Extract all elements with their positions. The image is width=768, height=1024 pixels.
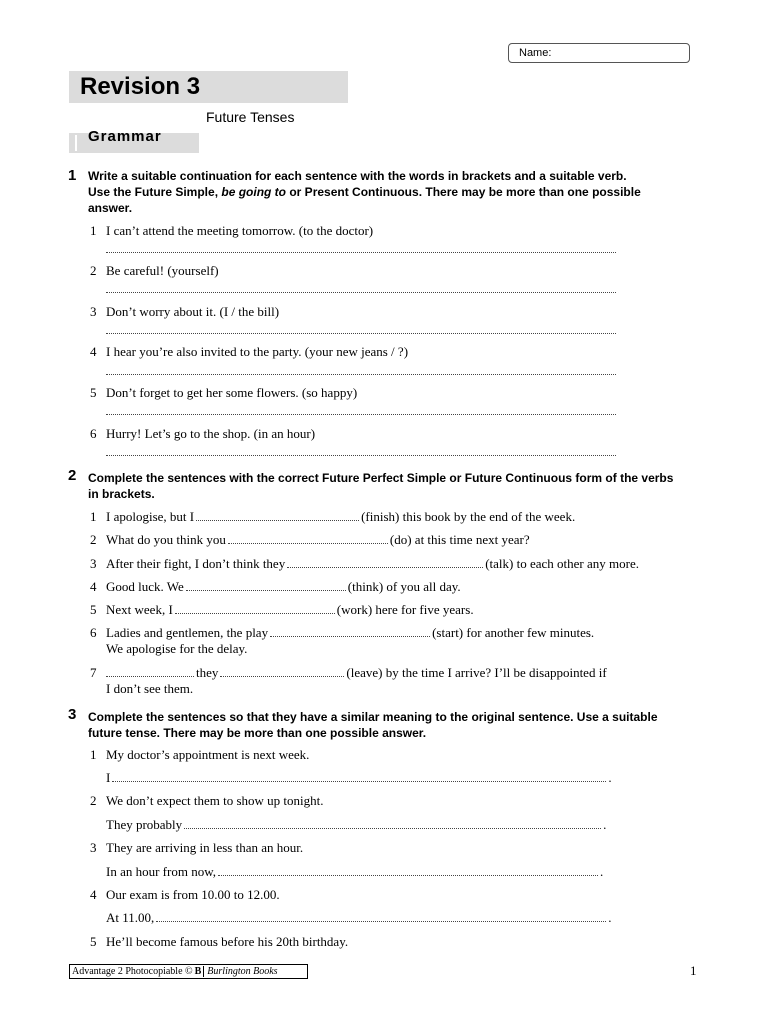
ex1-item-text: Be careful! (yourself) (106, 263, 219, 278)
instruction-line: answer. (88, 201, 133, 215)
answer-line[interactable] (106, 252, 616, 253)
instruction-line: Complete the sentences with the correct Future Perfect Simple or Future Continuous form of the verbs (88, 471, 674, 485)
ex3-rewrite-line: They probably . (106, 817, 607, 832)
ex3-item-text: We don’t expect them to show up tonight. (106, 793, 324, 808)
answer-blank[interactable] (175, 603, 335, 614)
ex3-item-number: 5 (90, 934, 97, 949)
ex1-item-number: 5 (90, 385, 97, 400)
ex3-item-text: Our exam is from 10.00 to 12.00. (106, 887, 280, 902)
answer-line[interactable] (106, 455, 616, 456)
answer-blank[interactable] (220, 666, 344, 677)
section-title: Grammar (88, 128, 162, 145)
answer-blank[interactable] (228, 533, 388, 544)
ex2-item-number: 2 (90, 532, 97, 547)
answer-blank[interactable] (287, 557, 483, 568)
page-subtitle: Future Tenses (206, 109, 295, 125)
ex2-item-number: 3 (90, 556, 97, 571)
ex2-item-text: I apologise, but I (finish) this book by the end of the week. (106, 509, 576, 524)
ex2-item-text-cont: We apologise for the delay. (106, 641, 248, 656)
ex2-item-number: 4 (90, 579, 97, 594)
footer-credit (69, 964, 308, 979)
ex1-item-text: I can’t attend the meeting tomorrow. (to the doctor) (106, 223, 374, 238)
answer-blank[interactable] (106, 666, 194, 677)
answer-blank[interactable] (184, 818, 601, 829)
ex2-item-text: What do you think you (do) at this time next year? (106, 532, 530, 547)
ex1-item-number: 4 (90, 344, 97, 359)
exercise-2-instructions (88, 470, 718, 502)
ex2-item-text: After their fight, I don’t think they (talk) to each other any more. (106, 556, 639, 571)
ex1-item-number: 6 (90, 426, 97, 441)
page-title: Revision 3 (80, 73, 201, 100)
instruction-line: future tense. There may be more than one possible answer. (88, 726, 427, 740)
ex1-item-text: I hear you’re also invited to the party. (your new jeans / ?) (106, 344, 409, 359)
burlington-logo: B (194, 966, 202, 977)
answer-blank[interactable] (270, 626, 430, 637)
answer-blank[interactable] (156, 911, 606, 922)
answer-line[interactable] (106, 292, 616, 293)
answer-blank[interactable] (186, 580, 346, 591)
answer-line[interactable] (106, 414, 616, 415)
footer-copyright: Advantage 2 Photocopiable © (72, 966, 193, 977)
ex3-item-number: 3 (90, 840, 97, 855)
answer-blank[interactable] (218, 865, 598, 876)
ex1-item-number: 3 (90, 304, 97, 319)
ex3-item-number: 1 (90, 747, 97, 762)
ex2-item-number: 6 (90, 625, 97, 640)
ex2-item-number: 5 (90, 602, 97, 617)
ex1-item-text: Don’t worry about it. (I / the bill) (106, 304, 280, 319)
footer-publisher: Burlington Books (203, 966, 277, 977)
exercise-3-instructions (88, 709, 718, 741)
answer-blank[interactable] (112, 771, 606, 782)
ex2-item-text-cont: I don’t see them. (106, 681, 194, 696)
page-number: 1 (690, 963, 697, 978)
ex3-rewrite-line: I . (106, 770, 612, 785)
ex1-item-number: 1 (90, 223, 97, 238)
ex2-item-number: 7 (90, 665, 97, 680)
name-field[interactable] (508, 43, 690, 63)
ex2-item-text: they (leave) by the time I arrive? I’ll be disappointed if (106, 665, 607, 681)
ex3-item-text: He’ll become famous before his 20th birthday. (106, 934, 349, 949)
instruction-line: Use the Future Simple, be going to or Present Continuous. There may be more than one possible (88, 185, 641, 199)
answer-line[interactable] (106, 333, 616, 334)
exercise-2-number: 2 (68, 467, 77, 484)
instruction-line: Complete the sentences so that they have a similar meaning to the original sentence. Use a suitable (88, 710, 658, 724)
instruction-line: Write a suitable continuation for each sentence with the words in brackets and a suitable verb. (88, 169, 627, 183)
ex3-item-number: 2 (90, 793, 97, 808)
ex2-item-text: Good luck. We (think) of you all day. (106, 579, 461, 594)
ex1-item-text: Don’t forget to get her some flowers. (so happy) (106, 385, 358, 400)
exercise-1-number: 1 (68, 167, 77, 184)
exercise-3-number: 3 (68, 706, 77, 723)
ex2-item-text: Ladies and gentlemen, the play (start) for another few minutes. (106, 625, 595, 640)
ex3-item-number: 4 (90, 887, 97, 902)
exercise-1-instructions (88, 168, 718, 216)
ex3-rewrite-line: In an hour from now, . (106, 864, 604, 879)
answer-blank[interactable] (196, 510, 359, 521)
ex2-item-text: Next week, I (work) here for five years. (106, 602, 474, 617)
ex1-item-text: Hurry! Let’s go to the shop. (in an hour) (106, 426, 316, 441)
name-label: Name: (519, 47, 552, 59)
ex3-rewrite-line: At 11.00, . (106, 910, 612, 925)
ex3-item-text: My doctor’s appointment is next week. (106, 747, 310, 762)
ex1-item-number: 2 (90, 263, 97, 278)
instruction-line: in brackets. (88, 487, 155, 501)
ex2-item-number: 1 (90, 509, 97, 524)
ex3-item-text: They are arriving in less than an hour. (106, 840, 304, 855)
answer-line[interactable] (106, 374, 616, 375)
